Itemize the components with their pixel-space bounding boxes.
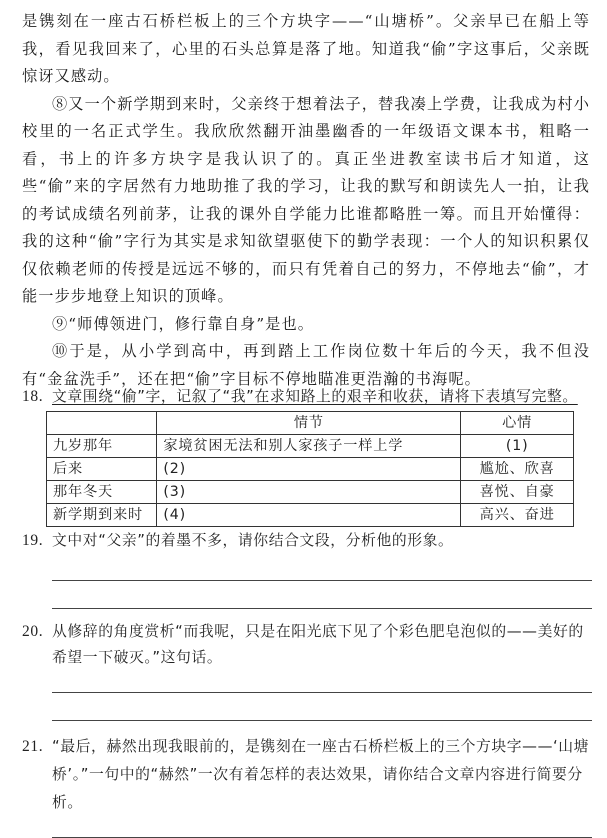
answer-line[interactable] [52,608,592,609]
questions-section [22,384,592,838]
table-row [47,435,574,458]
answer-line[interactable] [52,692,592,693]
question-20 [22,619,592,671]
table-cell-time: 那年冬天 [47,481,157,504]
answer-line[interactable] [52,720,592,721]
question-18 [22,384,592,410]
table-cell-time: 后来 [47,458,157,481]
table-cell-mood[interactable]: (1) [461,435,574,458]
question-text: 从修辞的角度赏析“而我呢，只是在阳光底下见了个彩色肥皂泡似的——美好的希望一下破灭。”这句话。 [52,623,584,666]
table-cell-time: 九岁那年 [47,435,157,458]
table-cell-mood: 尴尬、欣喜 [461,458,574,481]
question-19 [22,528,592,554]
table-header-cell: 情节 [157,412,461,435]
table-cell-mood: 喜悦、自豪 [461,481,574,504]
table-row [47,481,574,504]
table-cell-plot[interactable]: (2) [157,458,461,481]
passage-paragraph-10: ⑩于是，从小学到高中，再到踏上工作岗位数十年后的今天，我不但没有“金盆洗手”，还在把“偷”字目标不停地瞄准更浩瀚的书海呢。 [22,342,590,388]
question-21 [22,733,592,817]
table-row [47,458,574,481]
table-header-cell [47,412,157,435]
answer-table [46,411,574,527]
question-text: “最后，赫然出现我眼前的，是镌刻在一座古石桥栏板上的三个方块字——‘山塘桥’。”一句中的“赫然”一次有着怎样的表达效果，请你结合文章内容进行简要分析。 [52,738,590,811]
question-number: 20. [22,623,44,640]
reading-passage [22,8,590,393]
question-number: 21. [22,738,44,755]
passage-paragraph-8: ⑧又一个新学期到来时，父亲终于想着法子，替我凑上学费，让我成为村小校里的一名正式学生。我欣欣然翻开油墨幽香的一年级语文课本书，粗略一看，书上的许多方块字是我认识了的。真正坐进教室读书后才知道，这些“偷”来的字居然有力地助推了我的学习，让我的默写和朗读先人一拍，让我的考试成绩名列前茅，让我的课外自学能力比谁都略胜一筹。而且开始懂得：我的这种“偷”字行为其实是求知欲望驱使下的勤学表现：一个人的知识积累仅仅依赖老师的传授是远远不够的，而只有凭着自己的努力，不停地去“偷”，才能一步步地登上知识的顶峰。 [22,94,590,305]
question-text: 文章围绕“偷”字，记叙了“我”在求知路上的艰辛和收获，请将下表填写完整。 [52,388,578,405]
table-cell-plot[interactable]: (3) [157,481,461,504]
table-cell-plot[interactable]: (4) [157,504,461,527]
table-cell-time: 新学期到来时 [47,504,157,527]
passage-paragraph-9: ⑨“师傅领进门，修行靠自身”是也。 [52,314,315,333]
table-cell-mood: 高兴、奋进 [461,504,574,527]
question-number: 18. [22,388,44,405]
table-cell-plot: 家境贫困无法和别人家孩子一样上学 [157,435,461,458]
table-header-cell: 心情 [461,412,574,435]
question-text: 文中对“父亲”的着墨不多，请你结合文段，分析他的形象。 [52,532,454,549]
question-number: 19. [22,532,44,549]
answer-line[interactable] [52,580,592,581]
table-header-row [47,412,574,435]
passage-paragraph-7-end: 是镌刻在一座古石桥栏板上的三个方块字——“山塘桥”。父亲早已在船上等我，看见我回来了，心里的石头总算是落了地。知道我“偷”字这事后，父亲既惊讶又感动。 [22,12,590,85]
table-row [47,504,574,527]
